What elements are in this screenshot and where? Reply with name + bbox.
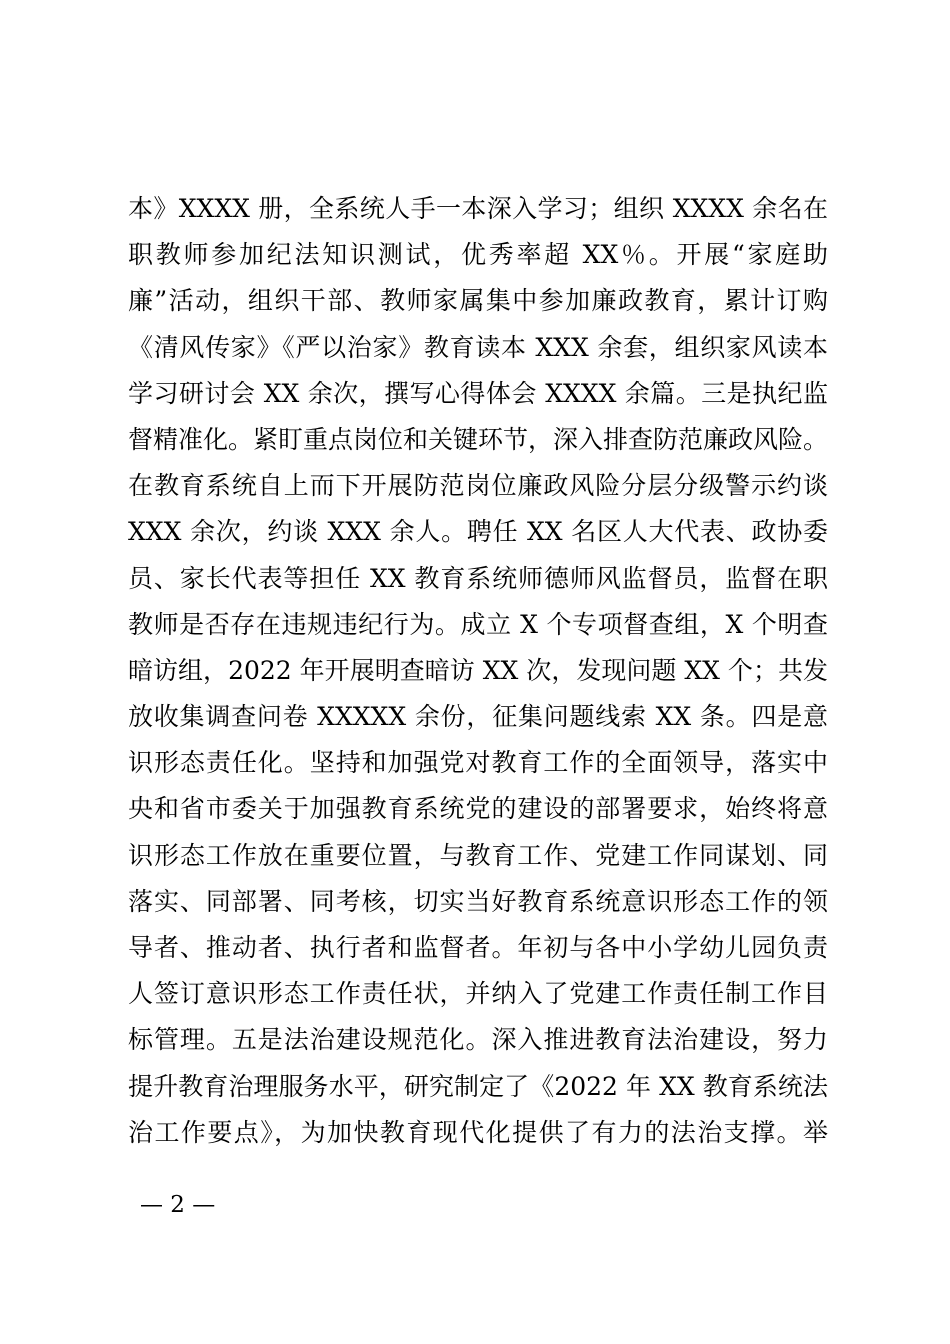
text-line: 督精准化。紧盯重点岗位和关键环节，深入排查防范廉政风险。 — [128, 424, 829, 454]
text-line: 导者、推动者、执行者和监督者。年初与各中小学幼儿园负责 — [128, 933, 828, 962]
body-text — [128, 186, 828, 1156]
text-line: 《清风传家》《严以治家》教育读本 XXX 余套，组织家风读本 — [128, 332, 828, 362]
text-line: XXX 余次，约谈 XXX 余人。聘任 XX 名区人大代表、政协委 — [128, 517, 828, 547]
text-line: 员、家长代表等担任 XX 教育系统师德师风监督员，监督在职 — [128, 563, 828, 593]
text-line: 本》XXXX 册，全系统人手一本深入学习；组织 XXXX 余名在 — [128, 194, 828, 223]
text-line: 廉”活动，组织干部、教师家属集中参加廉政教育，累计订购 — [128, 286, 828, 316]
text-line: 提升教育治理服务水平，研究制定了《2022 年 XX 教育系统法 — [128, 1071, 828, 1101]
text-line: 教师是否存在违规违纪行为。成立 X 个专项督查组，X 个明查 — [128, 609, 828, 639]
text-line: 落实、同部署、同考核，切实当好教育系统意识形态工作的领 — [128, 886, 828, 916]
text-line: 识形态工作放在重要位置，与教育工作、党建工作同谋划、同 — [128, 840, 828, 870]
text-line: 治工作要点》，为加快教育现代化提供了有力的法治支撑。举 — [128, 1117, 828, 1147]
text-line: 人签订意识形态工作责任状，并纳入了党建工作责任制工作目 — [128, 979, 828, 1009]
page-number: — 2 — — [140, 1192, 216, 1218]
text-line: 放收集调查问卷 XXXXX 余份，征集问题线索 XX 条。四是意 — [128, 702, 828, 732]
text-line: 央和省市委关于加强教育系统党的建设的部署要求，始终将意 — [128, 794, 828, 824]
text-line: 学习研讨会 XX 余次，撰写心得体会 XXXX 余篇。三是执纪监 — [128, 378, 828, 408]
text-line: 标管理。五是法治建设规范化。深入推进教育法治建设，努力 — [128, 1025, 828, 1055]
text-line: 识形态责任化。坚持和加强党对教育工作的全面领导，落实中 — [128, 748, 828, 778]
text-line: 职教师参加纪法知识测试，优秀率超 XX％。开展“家庭助 — [128, 240, 828, 270]
text-line: 暗访组，2022 年开展明查暗访 XX 次，发现问题 XX 个；共发 — [128, 655, 828, 685]
text-line: 在教育系统自上而下开展防范岗位廉政风险分层分级警示约谈 — [128, 471, 828, 501]
